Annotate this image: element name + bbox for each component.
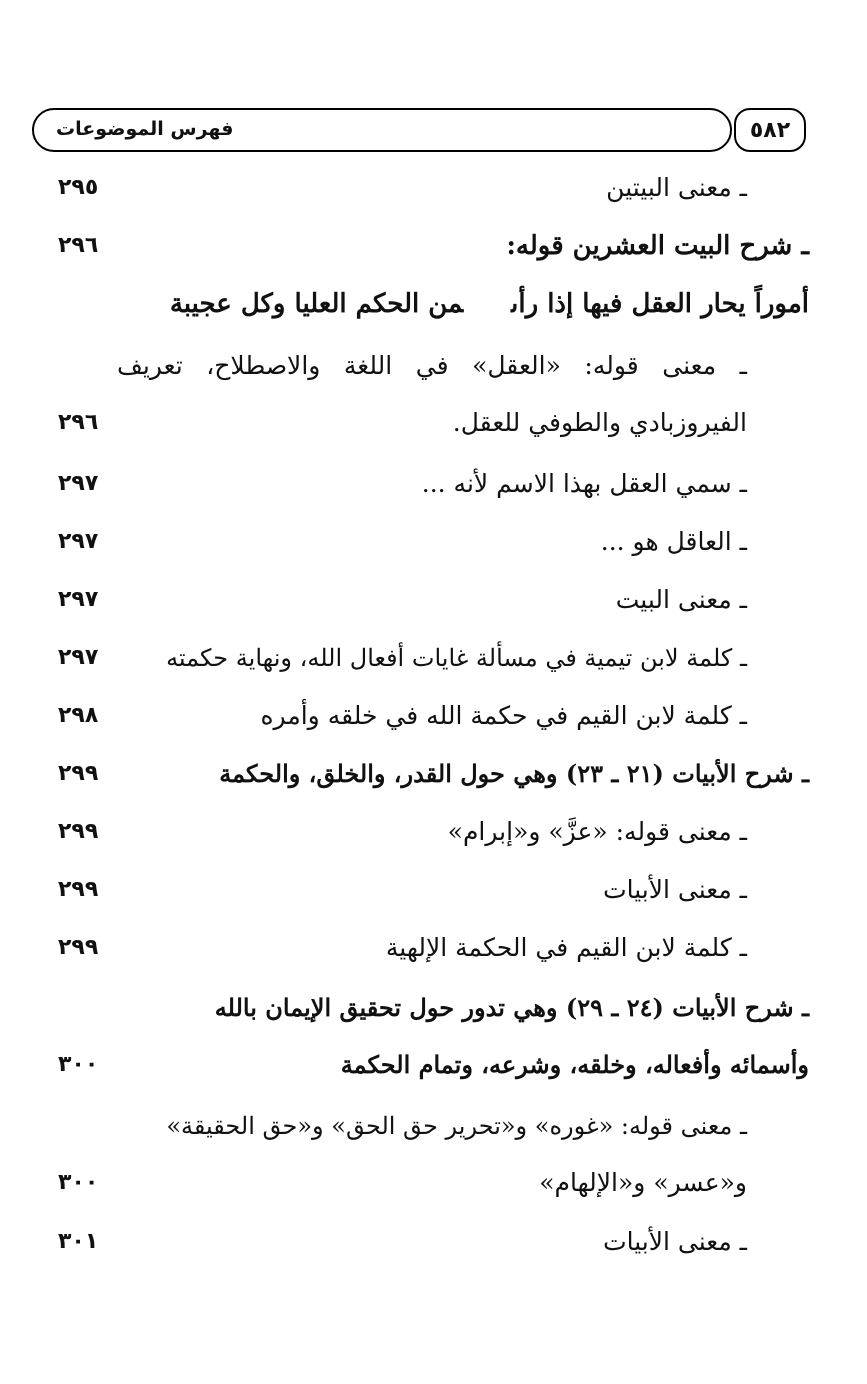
section-heading: ـ شرح البيت العشرين قوله: [506, 231, 809, 261]
entry-page-number: ٢٩٧ [58, 471, 99, 496]
entry-page-number: ٢٩٧ [58, 587, 99, 612]
entry-text: ـ معنى قوله: «عزَّ» و«إبرام» [447, 817, 747, 846]
entry-page-number: ٣٠٠ [58, 1170, 99, 1195]
entry-text-continuation: و«عسر» و«الإلهام» [539, 1168, 747, 1197]
section-heading: ـ شرح الأبيات (٢٤ ـ ٢٩) وهي تدور حول تحقيق الإيمان بالله [214, 993, 809, 1022]
entry-text: ـ معنى البيت [615, 585, 747, 614]
header-title-frame [32, 108, 732, 152]
header-title: فهرس الموضوعات [56, 118, 234, 140]
entry-page-number: ٢٩٦ [58, 233, 99, 258]
entry-page-number: ٢٩٧ [58, 529, 99, 554]
entry-text: ـ معنى البيتين [606, 173, 747, 202]
section-heading: ـ شرح الأبيات (٢١ ـ ٢٣) وهي حول القدر، والخلق، والحكمة [219, 759, 809, 788]
entry-text: ـ كلمة لابن تيمية في مسألة غايات أفعال الله، ونهاية حكمته [166, 644, 747, 672]
entry-text: ـ معنى قوله: «غوره» و«تحرير حق الحق» و«حق الحقيقة» [166, 1112, 747, 1140]
entry-text: ـ معنى الأبيات [603, 875, 747, 904]
verse-hemistich-1: أموراً يحار العقل فيها إذا رأى [511, 289, 809, 319]
entry-text: ـ كلمة لابن القيم في حكمة الله في خلقه وأمره [260, 701, 747, 730]
entry-page-number: ٢٩٦ [58, 410, 99, 435]
entry-text: ـ معنى قوله: «العقل» في اللغة والاصطلاح، تعريف [117, 351, 747, 380]
entry-text: ـ العاقل هو ... [600, 527, 747, 556]
verse-hemistich-2: من الحكم العليا وكل عجيبة [169, 289, 464, 319]
section-heading-continuation: وأسمائه وأفعاله، وخلقه، وشرعه، وتمام الحكمة [340, 1050, 809, 1079]
entry-text-continuation: الفيروزبادي والطوفي للعقل. [452, 408, 747, 437]
entry-text: ـ معنى الأبيات [603, 1227, 747, 1256]
verse-line [170, 286, 809, 322]
header-page-number: ٥٨٢ [734, 108, 806, 152]
entry-page-number: ٣٠١ [58, 1229, 99, 1254]
entry-text: ـ سمي العقل بهذا الاسم لأنه ... [421, 469, 747, 498]
entry-page-number: ٢٩٩ [58, 761, 99, 786]
entry-page-number: ٣٠٠ [58, 1052, 99, 1077]
entry-page-number: ٢٩٧ [58, 645, 99, 670]
entry-page-number: ٢٩٩ [58, 819, 99, 844]
entry-page-number: ٢٩٩ [58, 877, 99, 902]
entry-text: ـ كلمة لابن القيم في الحكمة الإلهية [385, 933, 747, 962]
entry-page-number: ٢٩٥ [58, 175, 99, 200]
entry-page-number: ٢٩٩ [58, 935, 99, 960]
entry-page-number: ٢٩٨ [58, 703, 99, 728]
